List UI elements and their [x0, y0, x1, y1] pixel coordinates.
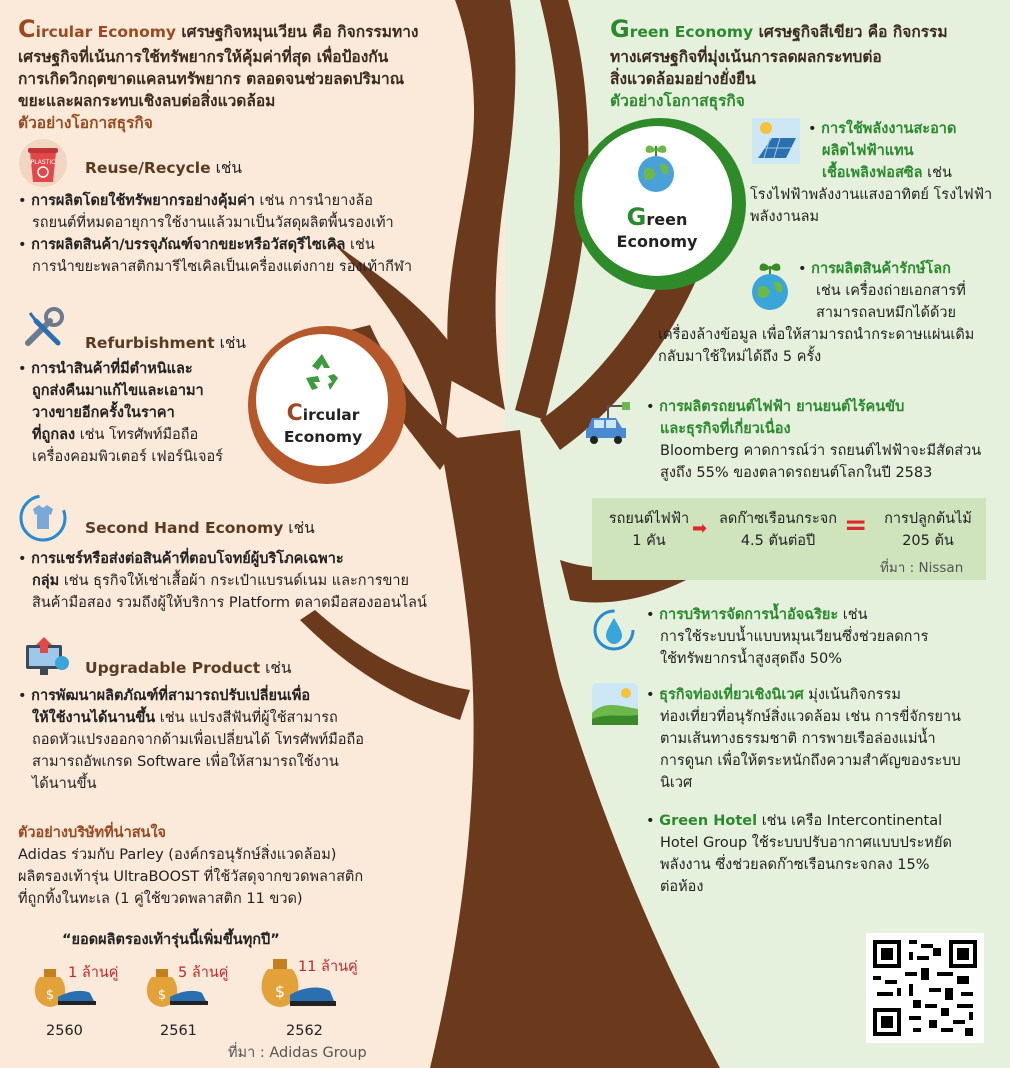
- clean-energy-text: • การใช้พลังงานสะอาด ผลิตไฟฟ้าแทน เชื้อเพลิงฟอสซิล เช่น โรงไฟฟ้าพลังงานแสงอาทิตย์ โรงไฟฟ้า พลังงานลม: [750, 121, 993, 226]
- circular-circle-l1: ircular: [302, 406, 360, 424]
- circular-intro: [18, 12, 488, 134]
- plastic-bin-icon: [18, 138, 68, 188]
- upgrade-text: • การพัฒนาผลิตภัณฑ์ที่สามารถปรับเปลี่ยนเพื่อ ให้ใช้งานได้นานขึ้น เช่น แปรงสีฟันที่ผู้ใช้สามารถ ถอดหัวแปรงออกจากด้ามเพื่อเปลี่ยนได้ โทรศัพท์มือถือ สามารถอัพเกรด Software เพื่อให้สามารถใช้งาน ได้นานขึ้น: [18, 688, 364, 793]
- reuse-bullets: • การผลิตโดยใช้ทรัพยากรอย่างคุ้มค่า เช่น การนำยางล้อ รถยนต์ที่หมดอายุการใช้งานแล้วมาเป็นวัสดุผลิตพื้นรองเท้า • การผลิตสินค้า/บรรจุภัณฑ์จากขยะหรือวัสดุรีไซเคิล เช่น การนำขยะพลาสติกมารีไซเคิลเป็นเครื่องแต่งกาย รองเท้ากีฬา: [18, 193, 412, 276]
- nissan-source: ที่มา : Nissan: [880, 560, 964, 576]
- qr-code[interactable]: [866, 933, 984, 1043]
- shoe-year-2562: 2562: [286, 1023, 323, 1039]
- circular-intro-line4: ขยะและผลกระทบเชิงลบต่อสิ่งแวดล้อม: [18, 92, 276, 111]
- refurb-text: • การนำสินค้าที่มีตำหนิและ ถูกส่งคืนมาแก้ไขและเอามา วางขายอีกครั้งในราคา ที่ถูกลง เช่น โทรศัพท์มือถือ เครื่องคอมพิวเตอร์ เฟอร์นิเจอร์: [18, 361, 223, 466]
- circular-intro-line2: เศรษฐกิจที่เน้นการใช้ทรัพยากรให้คุ้มค่าที่สุด เพื่อป้องกัน: [18, 48, 389, 67]
- shoe-quote: “ยอดผลิตรองเท้ารุ่นนี้เพิ่มขึ้นทุกปี”: [62, 932, 280, 948]
- shoe-year-2560: 2560: [46, 1023, 83, 1039]
- circular-opportunity-label: ตัวอย่างโอกาสธุรกิจ: [18, 114, 153, 133]
- arrow-right-icon: ➡: [692, 518, 708, 539]
- circular-intro-line1: เศรษฐกิจหมุนเวียน คือ กิจกรรมทาง: [175, 23, 419, 41]
- svg-text:$: $: [157, 988, 167, 1003]
- electric-car-icon: [580, 398, 632, 446]
- tools-icon: [20, 305, 66, 351]
- green-circle-l2: Economy: [616, 232, 698, 251]
- monitor-upgrade-icon: [24, 635, 72, 679]
- plastic-label: PLASTIC: [30, 159, 56, 166]
- ratio-trees: การปลูกต้นไม้ 205 ต้น: [884, 511, 972, 550]
- ratio-ev: รถยนต์ไฟฟ้า 1 คัน: [608, 511, 690, 550]
- green-circle-head: G: [626, 203, 647, 231]
- qr-code-icon: [873, 940, 977, 1036]
- reuse-title: Reuse/Recycle: [85, 159, 211, 177]
- upgrade-heading: Upgradable Product เช่น: [85, 659, 292, 677]
- green-intro: Green Economy เศรษฐกิจสีเขียว คือ กิจกรรม ทางเศรษฐกิจที่มุ่งเน้นการลดผลกระทบต่อ สิ่งแวดล้อมอย่างยั่งยืน ตัวอย่างโอกาสธุรกิจ: [610, 12, 1000, 112]
- shoe-amount-2561: 5 ล้านคู่: [178, 965, 229, 981]
- eco-tourism-text: • ธุรกิจท่องเที่ยวเชิงนิเวศ มุ่งเน้นกิจกรรม ท่องเที่ยวที่อนุรักษ์สิ่งแวดล้อม เช่น การขี่จักรยาน ตามเส้นทางธรรมชาติ การพายเรือล่องแม่น้ำ การดูนก เพื่อให้ตระหนักถึงความสำคัญของระบบ นิเวศ: [646, 687, 961, 792]
- water-text: • การบริหารจัดการน้ำอัจฉริยะ เช่น การใช้ระบบน้ำแบบหมุนเวียนซึ่งช่วยลดการ ใช้ทรัพยากรน้ำสูงสุดถึง 50%: [646, 607, 929, 668]
- circular-title: ircular Economy: [35, 23, 176, 41]
- green-badge: [582, 126, 732, 276]
- shoe-amount-2560: 1 ล้านคู่: [68, 965, 119, 981]
- shoe-year-2561: 2561: [160, 1023, 197, 1039]
- ev-comparison-box: [592, 498, 986, 580]
- ev-text: • การผลิตรถยนต์ไฟฟ้า ยานยนต์ไร้คนขับ และธุรกิจที่เกี่ยวเนื่อง Bloomberg คาดการณ์ว่า รถยนต์ไฟฟ้าจะมีสัดส่วน สูงถึง 55% ของตลาดรถยนต์โลกในปี 2583: [646, 399, 982, 482]
- ratio-ghg: ลดก๊าซเรือนกระจก 4.5 ตันต่อปี: [718, 511, 838, 550]
- circular-title-head: C: [18, 15, 36, 43]
- refurb-heading: Refurbishment เช่น: [85, 334, 246, 352]
- globe-plant-icon: [628, 140, 684, 196]
- secondhand-heading: Second Hand Economy เช่น: [85, 519, 315, 537]
- reuse-heading: Reuse/Recycle เช่น: [85, 159, 242, 177]
- circular-circle-head: C: [286, 401, 303, 426]
- green-hotel-text: • Green Hotel เช่น เครือ Intercontinental Hotel Group ใช้ระบบปรับอากาศแบบประหยัด พลังงาน ซึ่งช่วยลดก๊าซเรือนกระจกลง 15% ต่อห้อง: [646, 813, 952, 896]
- green-opportunity-label: ตัวอย่างโอกาสธุรกิจ: [610, 92, 745, 111]
- green-circle-l1: reen: [646, 210, 688, 229]
- circular-badge: [256, 334, 388, 466]
- company-label: ตัวอย่างบริษัทที่น่าสนใจ: [18, 825, 167, 841]
- circular-circle-l2: Economy: [283, 427, 363, 446]
- circular-intro-line3: การเกิดวิกฤตขาดแคลนทรัพยากร ตลอดจนช่วยลดปริมาณ: [18, 70, 405, 89]
- secondhand-text: • การแชร์หรือส่งต่อสินค้าที่ตอบโจทย์ผู้บริโภคเฉพาะ กลุ่ม เช่น ธุรกิจให้เช่าเสื้อผ้า กระเป๋าแบรนด์เนม และการขาย สินค้ามือสอง รวมถึงผู้ให้บริการ Platform ตลาดมือสองออนไลน์: [18, 551, 427, 612]
- equals-icon: =: [844, 508, 868, 541]
- landscape-icon: [592, 683, 638, 725]
- svg-text:$: $: [45, 988, 55, 1003]
- green-title: reen Economy: [629, 23, 754, 41]
- svg-text:$: $: [274, 982, 286, 1001]
- eco-product-text: • การผลิตสินค้ารักษ์โลก เช่น เครื่องถ่ายเอกสารที่ สามารถลบหมึกได้ด้วย เครื่องล้างข้อมูล เพื่อให้สามารถนำกระดาษแผ่นเดิม กลับมาใช้ใหม่ได้ถึง 5 ครั้ง: [658, 261, 975, 366]
- shoe-amount-2562: 11 ล้านคู่: [298, 959, 358, 975]
- green-title-head: G: [610, 15, 630, 43]
- company-section: ตัวอย่างบริษัทที่น่าสนใจ Adidas ร่วมกับ Parley (องค์กรอนุรักษ์สิ่งแวดล้อม) ผลิตรองเท้ารุ่น UltraBOOST ที่ใช้วัสดุจากขวดพลาสติก ที่ถูกทิ้งในทะเล (1 คู่ใช้ขวดพลาสติก 11 ขวด): [18, 822, 488, 910]
- recycle-icon: [298, 348, 346, 396]
- adidas-source: ที่มา : Adidas Group: [228, 1045, 367, 1061]
- water-drop-cycle-icon: [592, 608, 636, 652]
- shirt-icon: [18, 493, 68, 543]
